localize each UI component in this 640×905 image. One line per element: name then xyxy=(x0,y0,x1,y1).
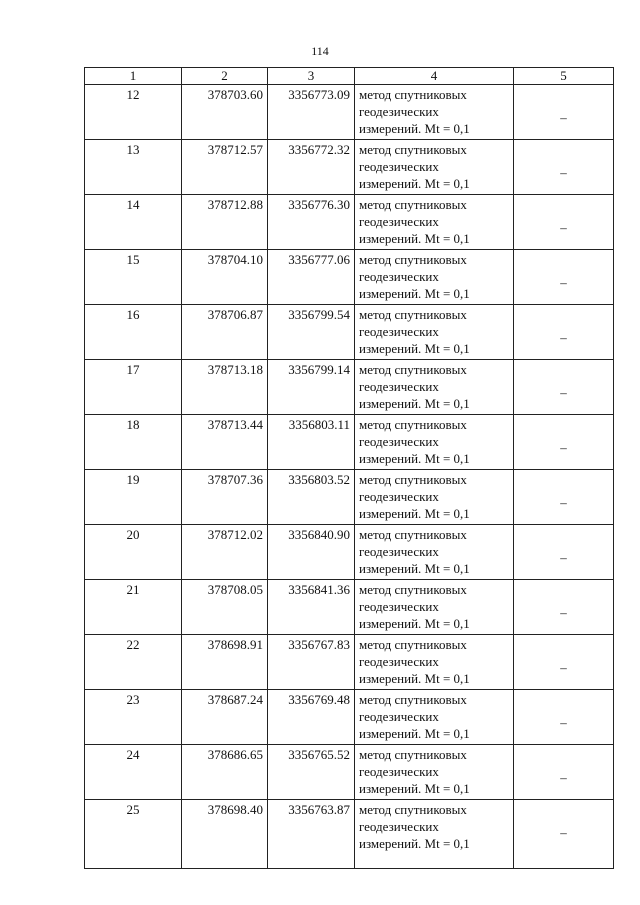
point-number-cell: 17 xyxy=(85,360,182,415)
column-5-cell xyxy=(514,635,614,690)
dash-mark: – xyxy=(560,275,567,290)
point-number-cell: 23 xyxy=(85,690,182,745)
column-5-cell xyxy=(514,800,614,869)
table-row xyxy=(85,250,614,305)
method-line: метод спутниковых xyxy=(359,142,467,157)
table-row xyxy=(85,525,614,580)
method-line: геодезических xyxy=(359,819,439,834)
x-coordinate-cell: 378686.65 xyxy=(182,745,268,800)
x-coordinate-cell: 378708.05 xyxy=(182,580,268,635)
column-5-cell xyxy=(514,415,614,470)
table-row xyxy=(85,360,614,415)
method-line: измерений. Mt = 0,1 xyxy=(359,616,470,631)
dash-mark: – xyxy=(560,330,567,345)
x-coordinate-cell: 378713.44 xyxy=(182,415,268,470)
column-5-cell xyxy=(514,690,614,745)
method-cell xyxy=(355,305,514,360)
method-line: метод спутниковых xyxy=(359,197,467,212)
y-coordinate-cell: 3356777.06 xyxy=(268,250,355,305)
method-line: геодезических xyxy=(359,159,439,174)
table-row xyxy=(85,800,614,869)
dash-mark: – xyxy=(560,715,567,730)
table-row xyxy=(85,690,614,745)
method-line: измерений. Mt = 0,1 xyxy=(359,561,470,576)
method-line: геодезических xyxy=(359,654,439,669)
method-cell xyxy=(355,580,514,635)
table-row xyxy=(85,745,614,800)
column-5-cell xyxy=(514,85,614,140)
table-row xyxy=(85,195,614,250)
point-number-cell: 25 xyxy=(85,800,182,869)
y-coordinate-cell: 3356772.32 xyxy=(268,140,355,195)
dash-mark: – xyxy=(560,110,567,125)
column-5-cell xyxy=(514,360,614,415)
method-line: метод спутниковых xyxy=(359,307,467,322)
method-line: измерений. Mt = 0,1 xyxy=(359,396,470,411)
y-coordinate-cell: 3356799.14 xyxy=(268,360,355,415)
method-cell xyxy=(355,415,514,470)
x-coordinate-cell: 378704.10 xyxy=(182,250,268,305)
header-col-3: 3 xyxy=(268,68,355,85)
method-cell xyxy=(355,470,514,525)
point-number-cell: 18 xyxy=(85,415,182,470)
y-coordinate-cell: 3356840.90 xyxy=(268,525,355,580)
method-line: геодезических xyxy=(359,489,439,504)
y-coordinate-cell: 3356773.09 xyxy=(268,85,355,140)
method-cell xyxy=(355,525,514,580)
point-number-cell: 20 xyxy=(85,525,182,580)
point-number-cell: 16 xyxy=(85,305,182,360)
column-5-cell xyxy=(514,305,614,360)
x-coordinate-cell: 378687.24 xyxy=(182,690,268,745)
y-coordinate-cell: 3356767.83 xyxy=(268,635,355,690)
method-line: метод спутниковых xyxy=(359,362,467,377)
y-coordinate-cell: 3356841.36 xyxy=(268,580,355,635)
method-line: измерений. Mt = 0,1 xyxy=(359,836,470,851)
point-number-cell: 12 xyxy=(85,85,182,140)
x-coordinate-cell: 378707.36 xyxy=(182,470,268,525)
dash-mark: – xyxy=(560,165,567,180)
page-number: 114 xyxy=(311,44,329,58)
method-line: метод спутниковых xyxy=(359,692,467,707)
method-line: метод спутниковых xyxy=(359,252,467,267)
method-cell xyxy=(355,690,514,745)
method-cell xyxy=(355,195,514,250)
method-cell xyxy=(355,360,514,415)
y-coordinate-cell: 3356763.87 xyxy=(268,800,355,869)
method-cell xyxy=(355,250,514,305)
method-cell xyxy=(355,635,514,690)
method-line: измерений. Mt = 0,1 xyxy=(359,231,470,246)
table-row xyxy=(85,470,614,525)
x-coordinate-cell: 378706.87 xyxy=(182,305,268,360)
method-cell xyxy=(355,85,514,140)
method-line: метод спутниковых xyxy=(359,637,467,652)
table-row xyxy=(85,140,614,195)
column-5-cell xyxy=(514,470,614,525)
method-line: метод спутниковых xyxy=(359,747,467,762)
x-coordinate-cell: 378712.88 xyxy=(182,195,268,250)
method-line: метод спутниковых xyxy=(359,87,467,102)
method-line: геодезических xyxy=(359,764,439,779)
table-row xyxy=(85,415,614,470)
column-5-cell xyxy=(514,195,614,250)
header-col-1: 1 xyxy=(85,68,182,85)
method-line: измерений. Mt = 0,1 xyxy=(359,121,470,136)
point-number-cell: 21 xyxy=(85,580,182,635)
point-number-cell: 19 xyxy=(85,470,182,525)
method-line: измерений. Mt = 0,1 xyxy=(359,781,470,796)
method-line: измерений. Mt = 0,1 xyxy=(359,341,470,356)
dash-mark: – xyxy=(560,495,567,510)
method-line: геодезических xyxy=(359,269,439,284)
y-coordinate-cell: 3356776.30 xyxy=(268,195,355,250)
point-number-cell: 14 xyxy=(85,195,182,250)
dash-mark: – xyxy=(560,385,567,400)
x-coordinate-cell: 378698.40 xyxy=(182,800,268,869)
x-coordinate-cell: 378712.57 xyxy=(182,140,268,195)
coordinates-table xyxy=(84,67,614,869)
dash-mark: – xyxy=(560,660,567,675)
method-line: измерений. Mt = 0,1 xyxy=(359,286,470,301)
method-line: геодезических xyxy=(359,434,439,449)
dash-mark: – xyxy=(560,440,567,455)
method-line: геодезических xyxy=(359,544,439,559)
column-5-cell xyxy=(514,745,614,800)
point-number-cell: 13 xyxy=(85,140,182,195)
method-line: метод спутниковых xyxy=(359,472,467,487)
column-5-cell xyxy=(514,250,614,305)
x-coordinate-cell: 378712.02 xyxy=(182,525,268,580)
method-cell xyxy=(355,140,514,195)
dash-mark: – xyxy=(560,220,567,235)
dash-mark: – xyxy=(560,550,567,565)
method-line: геодезических xyxy=(359,709,439,724)
method-line: измерений. Mt = 0,1 xyxy=(359,451,470,466)
method-line: метод спутниковых xyxy=(359,417,467,432)
method-cell xyxy=(355,800,514,869)
method-line: геодезических xyxy=(359,324,439,339)
method-line: геодезических xyxy=(359,599,439,614)
table-header-row xyxy=(85,68,614,85)
y-coordinate-cell: 3356803.52 xyxy=(268,470,355,525)
point-number-cell: 22 xyxy=(85,635,182,690)
dash-mark: – xyxy=(560,770,567,785)
y-coordinate-cell: 3356769.48 xyxy=(268,690,355,745)
table-row xyxy=(85,85,614,140)
method-line: измерений. Mt = 0,1 xyxy=(359,176,470,191)
table-row xyxy=(85,580,614,635)
y-coordinate-cell: 3356803.11 xyxy=(268,415,355,470)
table-row xyxy=(85,305,614,360)
y-coordinate-cell: 3356799.54 xyxy=(268,305,355,360)
method-line: геодезических xyxy=(359,214,439,229)
column-5-cell xyxy=(514,580,614,635)
table-row xyxy=(85,635,614,690)
method-line: измерений. Mt = 0,1 xyxy=(359,726,470,741)
header-col-5: 5 xyxy=(514,68,614,85)
method-line: геодезических xyxy=(359,379,439,394)
column-5-cell xyxy=(514,140,614,195)
header-col-4: 4 xyxy=(355,68,514,85)
method-line: метод спутниковых xyxy=(359,802,467,817)
y-coordinate-cell: 3356765.52 xyxy=(268,745,355,800)
x-coordinate-cell: 378703.60 xyxy=(182,85,268,140)
point-number-cell: 15 xyxy=(85,250,182,305)
x-coordinate-cell: 378698.91 xyxy=(182,635,268,690)
method-cell xyxy=(355,745,514,800)
header-col-2: 2 xyxy=(182,68,268,85)
method-line: геодезических xyxy=(359,104,439,119)
method-line: измерений. Mt = 0,1 xyxy=(359,671,470,686)
method-line: метод спутниковых xyxy=(359,582,467,597)
column-5-cell xyxy=(514,525,614,580)
dash-mark: – xyxy=(560,605,567,620)
method-line: измерений. Mt = 0,1 xyxy=(359,506,470,521)
dash-mark: – xyxy=(560,825,567,840)
method-line: метод спутниковых xyxy=(359,527,467,542)
x-coordinate-cell: 378713.18 xyxy=(182,360,268,415)
point-number-cell: 24 xyxy=(85,745,182,800)
